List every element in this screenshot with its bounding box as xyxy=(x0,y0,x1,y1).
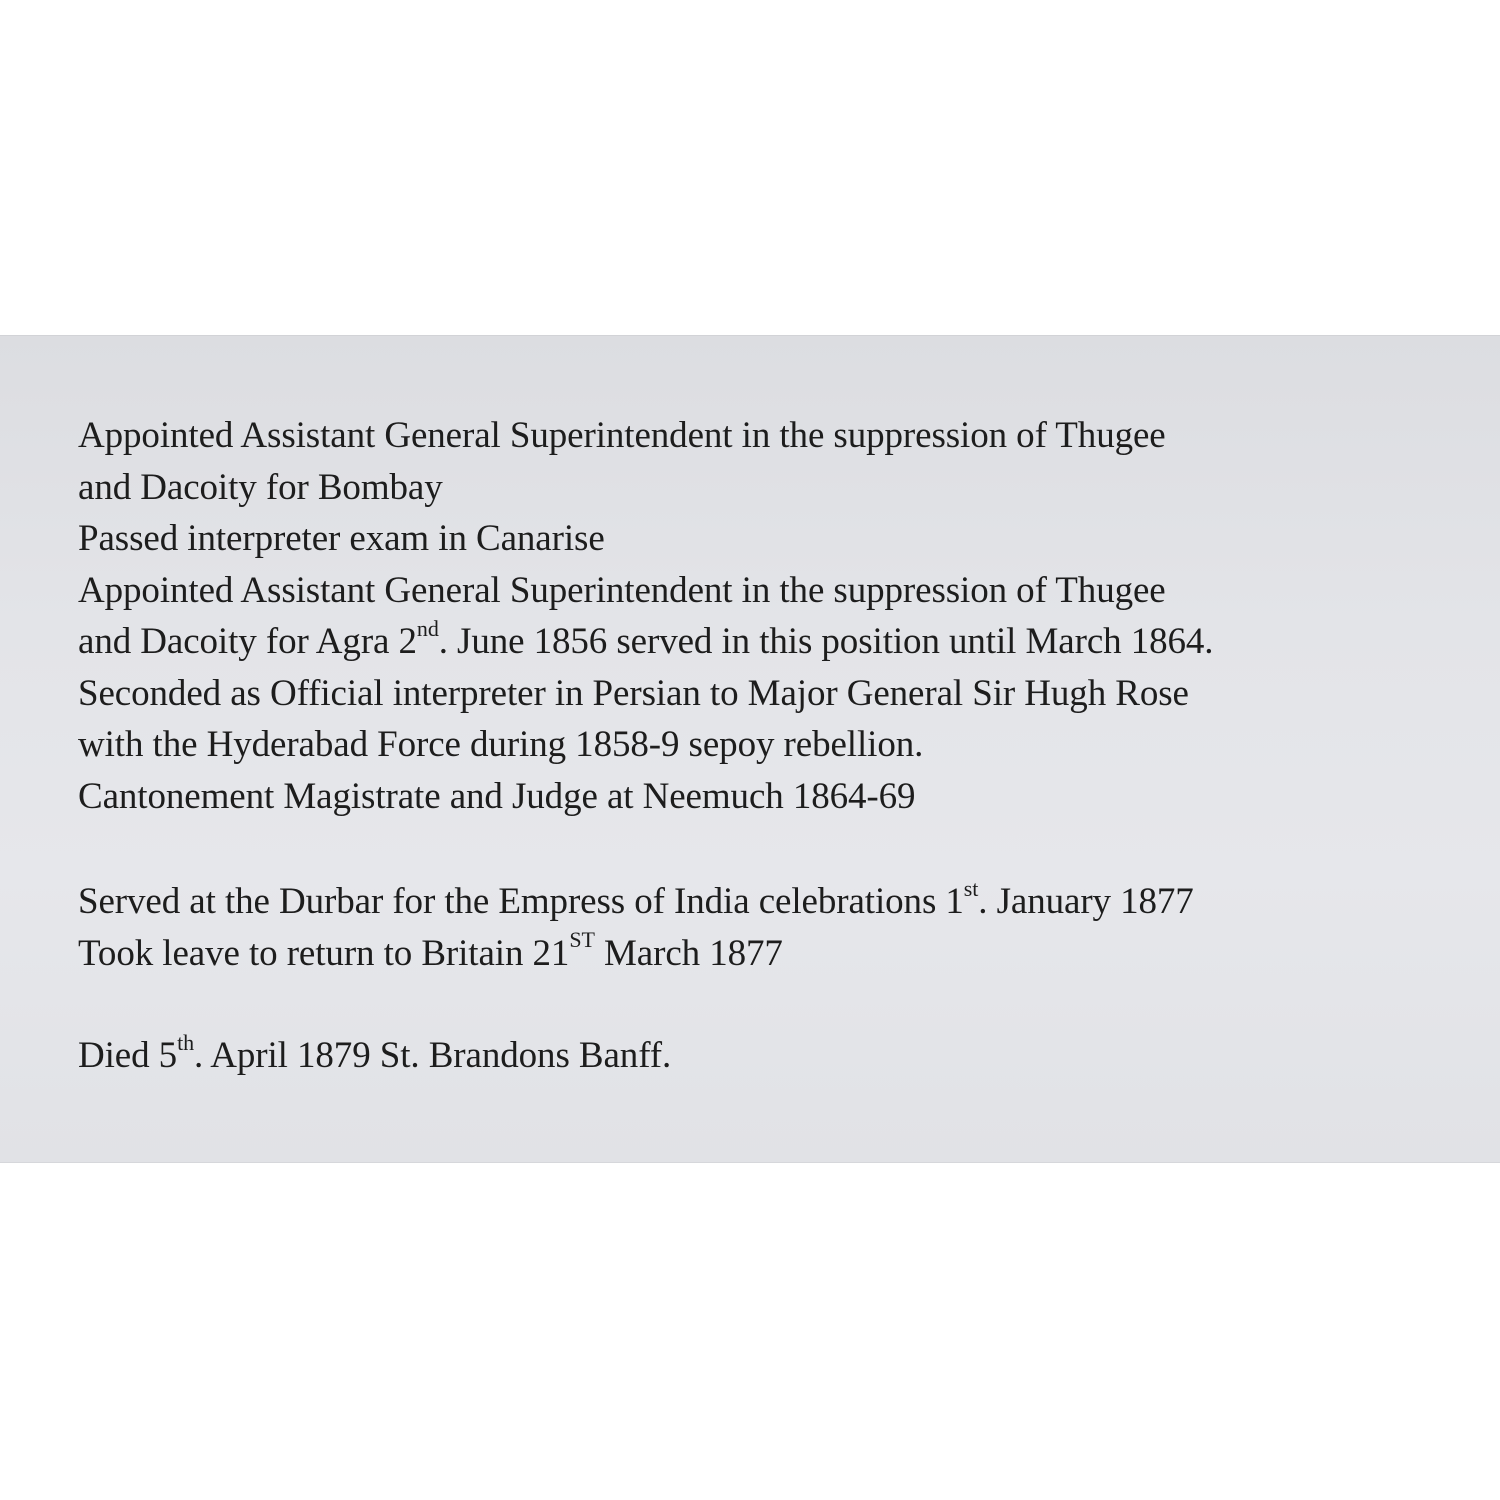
text-line xyxy=(78,1030,671,1082)
text-segment: . April 1879 St. Brandons Banff. xyxy=(194,1035,672,1076)
death-text-block xyxy=(78,1030,671,1082)
text-segment: Died 5 xyxy=(78,1035,178,1076)
text-segment: March 1877 xyxy=(594,932,783,974)
text-line xyxy=(78,616,1213,668)
ordinal-suffix: st xyxy=(963,875,979,901)
text-line xyxy=(78,876,1194,928)
text-line: Appointed Assistant General Superintendent in the suppression of Thugee xyxy=(78,415,1166,456)
text-segment: . June 1856 served in this position until March 1864. xyxy=(438,621,1214,662)
text-line: with the Hyderabad Force during 1858-9 sepoy rebellion. xyxy=(78,724,924,765)
text-segment: and Dacoity for Agra 2 xyxy=(78,621,417,662)
text-line: Seconded as Official interpreter in Persian to Major General Sir Hugh Rose xyxy=(78,672,1189,714)
text-line xyxy=(78,928,1194,980)
text-line: Cantonement Magistrate and Judge at Neemuch 1864-69 xyxy=(78,775,916,817)
ordinal-suffix: ST xyxy=(569,927,595,953)
career-text-block xyxy=(78,410,1213,822)
durbar-text-block xyxy=(78,876,1194,979)
text-line: and Dacoity for Bombay xyxy=(78,466,443,508)
text-line: Passed interpreter exam in Canarise xyxy=(78,518,605,559)
text-segment: . January 1877 xyxy=(978,881,1194,922)
text-line: Appointed Assistant General Superintendent in the suppression of Thugee xyxy=(78,569,1166,611)
text-segment: Took leave to return to Britain 21 xyxy=(78,932,570,974)
ordinal-suffix: th xyxy=(177,1029,194,1055)
text-segment: Served at the Durbar for the Empress of India celebrations 1 xyxy=(78,881,964,922)
ordinal-suffix: nd xyxy=(416,615,439,641)
